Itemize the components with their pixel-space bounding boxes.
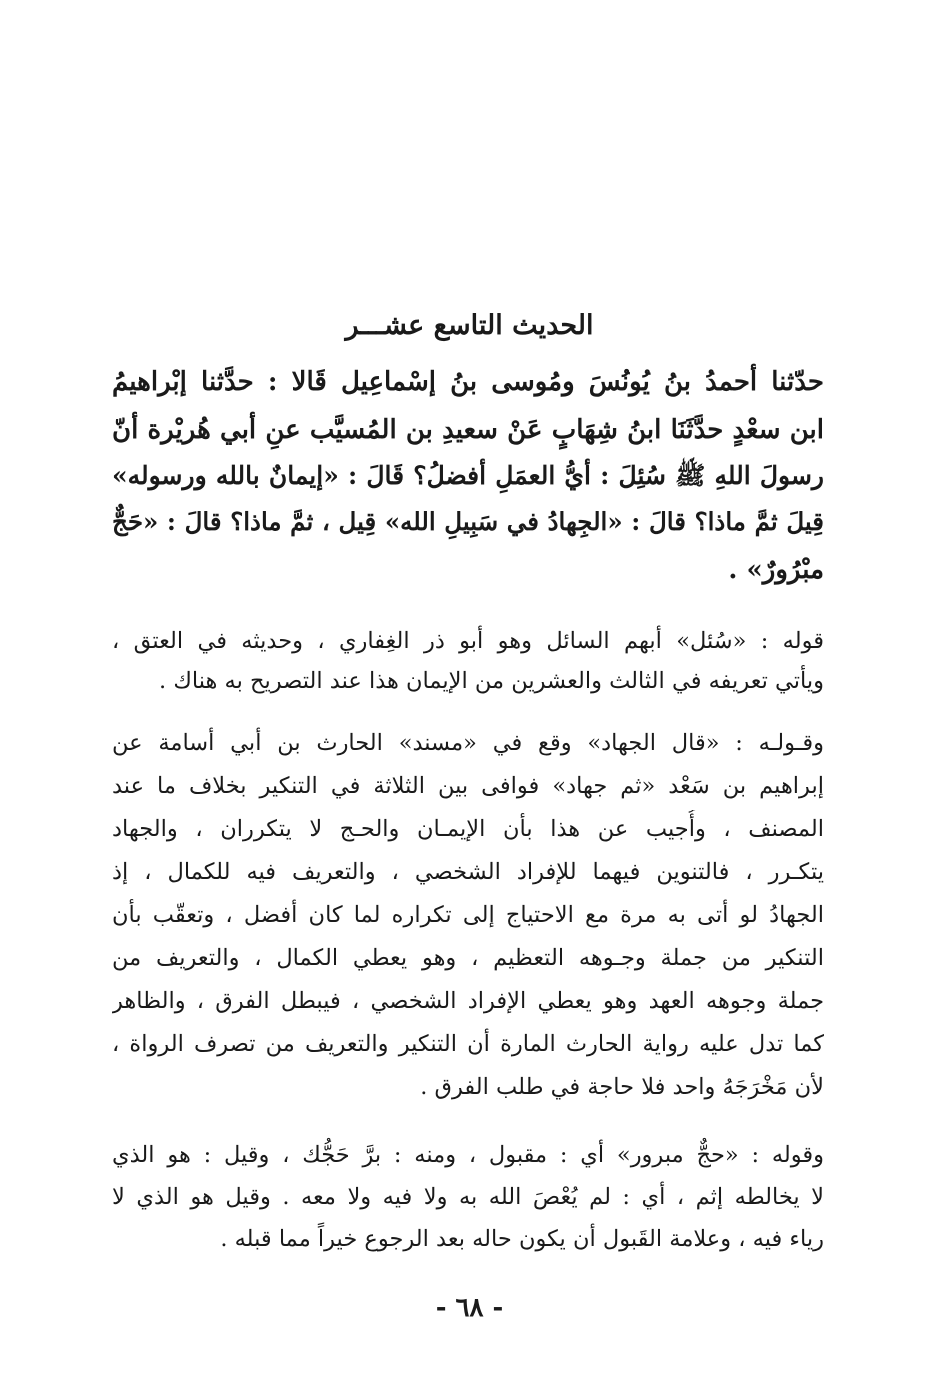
hadith-line: مبْرُورٌ» . <box>728 555 824 585</box>
commentary-line: لا يخالطه إثم ، أي : لم يُعْصَ الله به ولا فيه ولا معه . وقيل هو الذي لا <box>112 1184 824 1210</box>
hadith-line: حدّثنا أحمدُ بنُ يُونُسَ ومُوسى بنُ إسْماعِيل قَالا : حدَّثنا إبْراهيمُ <box>112 367 824 397</box>
commentary-line: التنكير من جملة وجـوهه التعظيم ، وهو يعطي الكمال ، والتعريف من <box>112 945 824 971</box>
commentary-line: ويأتي تعريفه في الثالث والعشرين من الإيمان هذا عند التصريح به هناك . <box>159 668 824 694</box>
commentary-line: يتكـرر ، فالتنوين فيهما للإفراد الشخصي ، والتعريف فيه للكمال ، إذ <box>112 859 824 885</box>
hadith-title: الحديث التاسع عشـــر <box>345 310 594 341</box>
commentary-line: وقـولـه : «قال الجهاد» وقع في «مسند» الحارث بن أبي أسامة عن <box>112 730 824 756</box>
commentary-line: لأن مَخْرَجَهُ واحد فلا حاجة في طلب الفرق . <box>420 1074 824 1100</box>
hadith-line: رسولَ اللهِ ﷺ سُئِلَ : أيُّ العمَلِ أفضلُ؟ قَالَ : «إيمانٌ بالله ورسوله» <box>112 461 824 490</box>
hadith-line: ابن سعْدٍ حدَّثَنَا ابنُ شِهَابٍ عَنْ سعيدِ بن المُسيَّب عنِ أبي هُريْرة أنّ <box>112 415 824 445</box>
commentary-line: قوله : «سُئل» أبهم السائل وهو أبو ذر الغِفاري ، وحديثه في العتق ، <box>112 628 824 654</box>
commentary-line: رياء فيه ، وعلامة القَبول أن يكون حاله بعد الرجوع خيراً مما قبله . <box>220 1226 824 1252</box>
commentary-line: كما تدل عليه رواية الحارث المارة أن التنكير والتعريف من تصرف الرواة ، <box>112 1031 824 1057</box>
commentary-line: وقوله : «حجٌّ مبرور» أي : مقبول ، ومنه : برَّ حَجُّك ، وقيل : هو الذي <box>112 1142 824 1168</box>
commentary-line: الجهادُ لو أتى به مرة مع الاحتياج إلى تكراره لما كان أفضل ، وتعقّب بأن <box>112 902 824 928</box>
hadith-line: قِيلَ ثمَّ ماذا؟ قالَ : «الجِهادُ في سَبِيلِ الله» قِيل ، ثمَّ ماذا؟ قالَ : «حَجٌّ <box>112 507 824 536</box>
commentary-line: جملة وجوهه العهد وهو يعطي الإفراد الشخصي ، فيبطل الفرق ، والظاهر <box>112 988 824 1014</box>
page-number: - ٦٨ - <box>435 1293 504 1323</box>
commentary-line: المصنف ، وأُجيب عن هذا بأن الإيمـان والحـج لا يتكرران ، والجهاد <box>112 816 824 842</box>
commentary-line: إبراهيم بن سَعْد «ثم جهاد» فوافى بين الثلاثة في التنكير بخلاف ما عند <box>112 773 824 799</box>
